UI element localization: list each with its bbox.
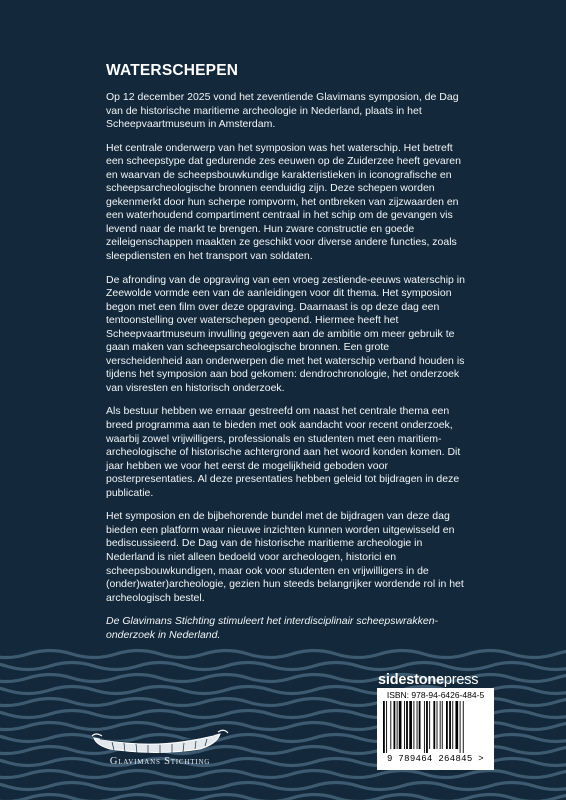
barcode-bar bbox=[440, 701, 441, 749]
barcode-bar bbox=[426, 701, 428, 753]
barcode-bar bbox=[394, 701, 396, 749]
barcode-bar bbox=[417, 701, 418, 749]
barcode bbox=[377, 688, 494, 770]
barcode-bar bbox=[452, 701, 453, 749]
wave-line bbox=[0, 663, 566, 670]
foundation-note: De Glavimans Stichting stimuleert het interdisciplinair scheepswrakken-onderzoek in Nederland. bbox=[106, 615, 439, 641]
barcode-bar bbox=[433, 701, 435, 749]
barcode-bar bbox=[463, 701, 464, 753]
paragraph-program: Als bestuur hebben we ernaar gestreefd om naast het centrale thema een breed programma aan te bieden met ook aandacht voor recent onderzoek, waarbij zowel vrijwilligers, professionals en studenten met een maritiem-archeologische of historische achtergrond aan het woord konden komen. Dit jaar hebben we voor het eerst de mogelijkheid geboden voor posterpresentaties. Al deze presentaties hebben geleid tot bijdragen in deze publicatie. bbox=[106, 405, 461, 499]
barcode-bar bbox=[404, 701, 405, 749]
main-content bbox=[106, 62, 466, 652]
isbn-label: ISBN: 978-94-6426-484-5 bbox=[386, 690, 485, 700]
barcode-bar bbox=[437, 701, 438, 749]
barcode-bar bbox=[424, 701, 425, 753]
barcode-bar bbox=[449, 701, 451, 749]
foundation-label: Glavimans Stichting bbox=[109, 756, 211, 767]
barcode-bar bbox=[455, 701, 458, 749]
barcode-bar bbox=[390, 701, 391, 749]
barcode-bar bbox=[446, 701, 448, 749]
barcode-bar bbox=[397, 701, 398, 749]
barcode-bar bbox=[406, 701, 408, 749]
publisher-name-bold: sidestone bbox=[378, 672, 444, 688]
barcode-bars bbox=[381, 701, 490, 753]
barcode-bar bbox=[419, 701, 421, 749]
barcode-bar bbox=[383, 701, 385, 753]
page-title: WATERSCHEPEN bbox=[106, 62, 239, 79]
barcode-bar bbox=[460, 701, 461, 753]
paragraph-excavation: De afronding van de opgraving van een vroeg zestiende-eeuws waterschip in Zeewolde vormde een van de aanleidingen voor dit thema. Het symposion begon met een film over deze opgraving. Daarnaast is op deze dag een tentoonstelling over waterschepen geopend. Hiermee heeft het Scheepvaartmuseum invulling gegeven aan de ambitie om meer gebruik te gaan maken van scheepsarcheologische bronnen. Een grote verscheidenheid aan onderwerpen die met het waterschip verband houden is tijdens het symposion aan bod gekomen: dendrochronologie, het onderzoek van visresten en historisch onderzoek. bbox=[106, 273, 465, 394]
barcode-bar bbox=[442, 701, 443, 749]
barcode-digits: 9 789464 264845 > bbox=[387, 754, 484, 764]
wave-line bbox=[0, 783, 566, 790]
barcode-bar bbox=[399, 701, 402, 749]
barcode-bar bbox=[429, 701, 430, 749]
paragraph-platform: Het symposion en de bijbehorende bundel met de bijdragen van deze dag bieden een platform waar nieuwe inzichten kunnen worden uitgewisseld en bediscussieerd. De Dag van de historische maritieme archeologie in Nederland is niet alleen bedoeld voor archeologen, historici en scheepsbouwkundigen, maar ook voor studenten en vrijwilligers in de (onder)water)archeologie, gezien hun steeds belangrijker wordende rol in het archeologisch bestel. bbox=[106, 510, 464, 604]
publisher-logo bbox=[378, 672, 498, 688]
publisher-name-light: press bbox=[443, 672, 479, 688]
paragraph-intro: Op 12 december 2025 vond het zeventiende Glavimans symposion, de Dag van de historische maritieme archeologie in Nederland, plaats in het Scheepvaartmuseum in Amsterdam. bbox=[106, 91, 459, 131]
wave-line bbox=[0, 795, 566, 800]
barcode-bar bbox=[386, 701, 387, 753]
barcode-bar bbox=[409, 701, 412, 749]
ship-hull-icon bbox=[82, 712, 232, 756]
barcode-bar bbox=[413, 701, 414, 749]
paragraph-subject: Het centrale onderwerp van het symposion was het waterschip. Het betreft een scheepstype dat gedurende zes eeuwen op de Zuiderzee heeft gevaren en waarvan de scheepsbouwkundige karakteristieken in iconografische en scheepsarcheologische bronnen eenduidig zijn. Deze schepen worden gekenmerkt door hun scherpe rompvorm, het ontbreken van zijzwaarden en een waterhoudend compartiment centraal in het schip om de gevangen vis levend naar de markt te brengen. Hun zware constructie en goede zeileigenschappen maakten ze geschikt voor diverse andere functies, zoals sleepdiensten en het transport van soldaten. bbox=[106, 141, 461, 263]
